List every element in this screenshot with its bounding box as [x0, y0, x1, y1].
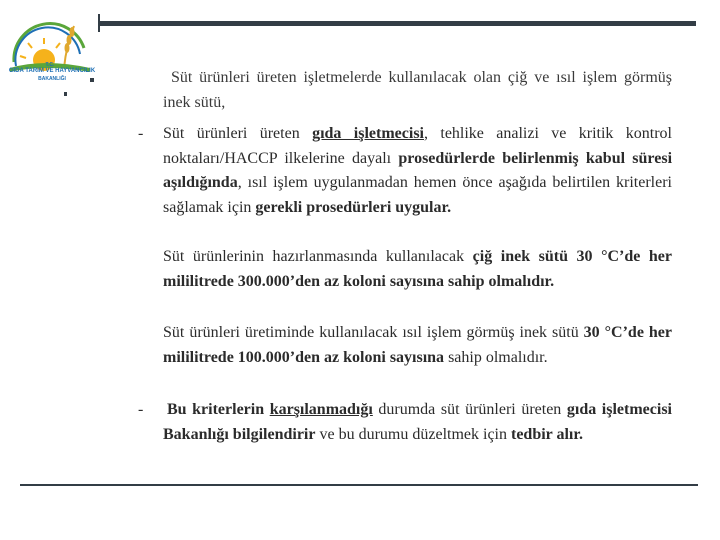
text-run: Süt ürünlerinin hazırlanmasında kullanılacak: [163, 248, 473, 265]
paragraph-raw-milk-criterion: [163, 245, 672, 294]
text-run: Süt ürünleri üretiminde kullanılacak ısıl işlem görmüş inek sütü: [163, 324, 584, 341]
logo-tc-text: T.C.: [45, 62, 55, 68]
paragraph-haccp: [163, 122, 672, 220]
paragraph-milk-definition: [163, 66, 672, 115]
paragraph-treated-milk-criterion: [163, 321, 672, 370]
emphasis-text: Bu kriterlerin: [167, 401, 270, 418]
emphasis-text: çiğ inek sütü 30 °C’de her mililitrede 300.000’den az koloni sayısına sahip olmalıdır.: [163, 248, 673, 290]
text-run: ve bu durumu düzeltmek için: [315, 425, 511, 443]
text-run: sahip olmalıdır.: [444, 348, 548, 366]
list-dash: -: [138, 125, 144, 142]
emphasis-text: karşılanmadığı: [269, 401, 373, 418]
paragraph-non-compliance: [163, 398, 672, 447]
emphasis-text: tedbir alır.: [511, 425, 584, 443]
text-run: Süt ürünleri üreten: [163, 125, 313, 142]
paragraph-text: Süt ürünleri üreten işletmelerde kullanılacak olan çiğ ve ısıl işlem görmüş inek sütü,: [163, 69, 672, 111]
logo-name-line: GIDA TARIM VE HAYVANCILIK: [8, 68, 96, 74]
emphasis-text: gerekli prosedürleri uygular.: [255, 198, 452, 216]
emphasis-text: 30 °C’de her mililitrede 100.000’den az koloni sayısına: [163, 324, 672, 366]
list-dash: -: [138, 401, 144, 418]
logo-ministry-line: BAKANLIĞI: [38, 76, 66, 82]
emphasis-text: gıda işletmecisi Bakanlığı bilgilendirir: [163, 401, 672, 443]
text-run: , ısıl işlem uygulanmadan hemen önce aşağıda belirtilen kriterleri sağlamak için: [163, 174, 672, 216]
text-run: , tehlike analizi ve kritik kontrol noktaları/HACCP ilkelerine dayalı: [163, 125, 673, 167]
emphasis-text: prosedürlerde belirlenmiş kabul süresi aşıldığında: [163, 149, 673, 191]
emphasis-text: gıda işletmecisi: [312, 125, 424, 142]
text-run: durumda süt ürünleri üreten: [372, 401, 567, 418]
